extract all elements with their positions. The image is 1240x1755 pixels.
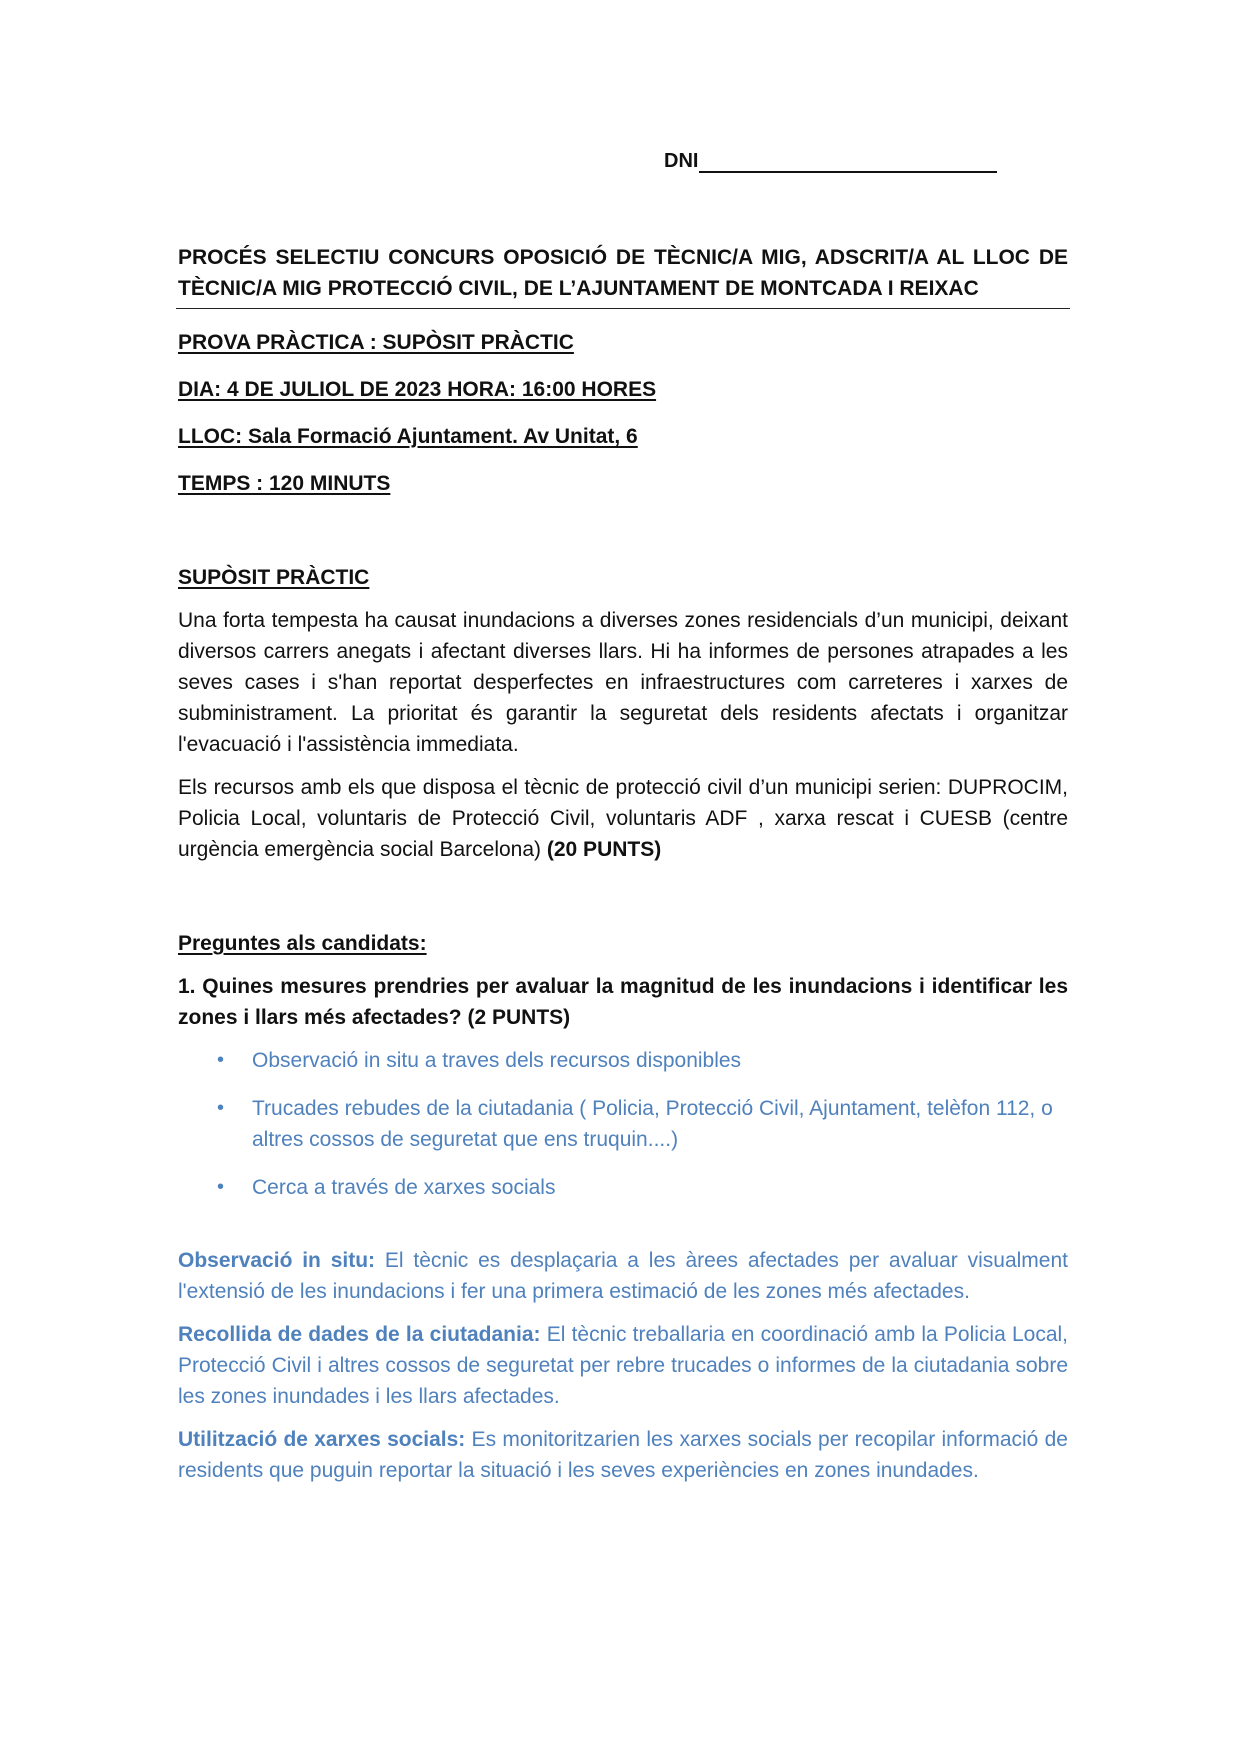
document-body (178, 242, 1068, 1486)
dni-label: DNI (664, 150, 699, 172)
bullet-icon: • (217, 1176, 225, 1198)
answer-xarxes: Utilització de xarxes socials: Es monitoritzarien les xarxes socials per recopilar informació de residents que puguin reportar la situació i les seves experiències en zones inundades. (178, 1428, 1068, 1482)
question-1-bullets (178, 1045, 1068, 1203)
info-temps: TEMPS : 120 MINUTS (178, 472, 391, 495)
list-item: • Cerca a través de xarxes socials (178, 1172, 1068, 1203)
supposit-paragraph-1: Una forta tempesta ha causat inundacions a diverses zones residencials d’un municipi, deixant diversos carrers anegats i afectant diverses llars. Hi ha informes de persones atrapades a les seves cases i s'han reportat desperfectes en infraestructures com carreteres i xarxes de subministrament. La prioritat és garantir la seguretat dels residents afectats i organitzar l'evacuació i l'assistència immediata. (178, 609, 1068, 756)
supposit-paragraph-2: Els recursos amb els que disposa el tècnic de protecció civil d’un municipi serien: DUPROCIM, Policia Local, voluntaris de Protecció Civil, voluntaris ADF , xarxa rescat i CUESB (centre urgència emergència social Barcelona) (20 PUNTS) (178, 776, 1068, 861)
questions-heading: Preguntes als candidats: (178, 932, 427, 955)
bullet-icon: • (217, 1049, 225, 1071)
info-prova: PROVA PRÀCTICA : SUPÒSIT PRÀCTIC (178, 331, 574, 354)
answer-recollida: Recollida de dades de la ciutadania: El tècnic treballaria en coordinació amb la Policia Local, Protecció Civil i altres cossos de seguretat per rebre trucades o informes de la ciutadania sobre les zones inundades i les llars afectades. (178, 1323, 1069, 1408)
answer-observacio: Observació in situ: El tècnic es desplaçaria a les àrees afectades per avaluar visualment l'extensió de les inundacions i fer una primera estimació de les zones més afectades. (178, 1249, 1068, 1303)
info-dia: DIA: 4 DE JULIOL DE 2023 HORA: 16:00 HORES (178, 378, 657, 401)
list-item: • Trucades rebudes de la ciutadania ( Policia, Protecció Civil, Ajuntament, telèfon 112, o altres cossos de seguretat que ens truquin....) (178, 1093, 1068, 1155)
document-title: PROCÉS SELECTIU CONCURS OPOSICIÓ DE TÈCNIC/A MIG, ADSCRIT/A AL LLOC DE TÈCNIC/A MIG PROTECCIÓ CIVIL, DE L’AJUNTAMENT DE MONTCADA I REIXAC (178, 246, 1068, 300)
supposit-points: (20 PUNTS) (546, 838, 662, 861)
info-lloc: LLOC: Sala Formació Ajuntament. Av Unitat, 6 (178, 425, 638, 448)
bullet-icon: • (217, 1097, 225, 1119)
dni-field (664, 150, 997, 173)
question-1: 1. Quines mesures prendries per avaluar la magnitud de les inundacions i identificar les zones i llars més afectades? (2 PUNTS) (178, 975, 1068, 1029)
supposit-heading: SUPÒSIT PRÀCTIC (178, 566, 370, 589)
title-divider (176, 308, 1070, 309)
list-item: • Observació in situ a traves dels recursos disponibles (178, 1045, 1068, 1076)
dni-blank-line (699, 153, 997, 173)
